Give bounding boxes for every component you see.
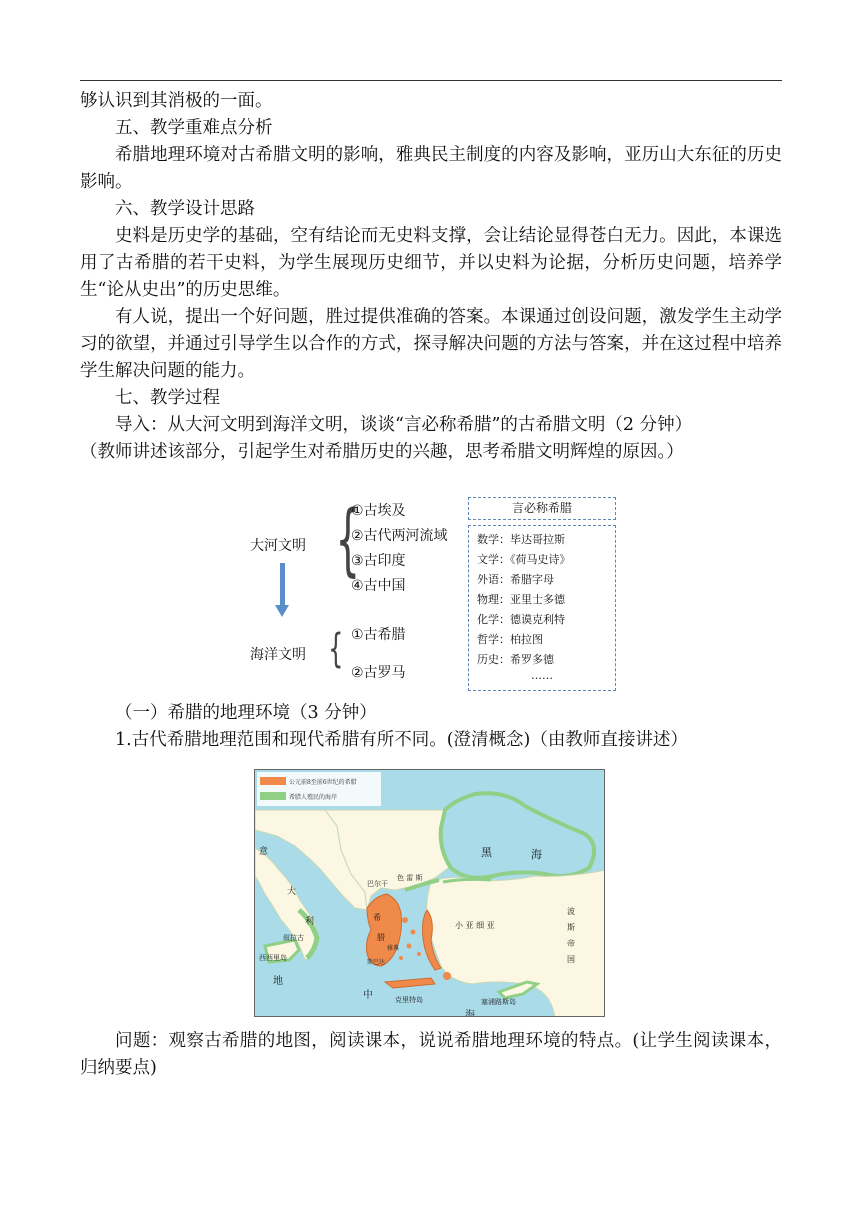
greece-list-item: 外语：希腊字母 bbox=[477, 573, 554, 586]
paragraph: （一）希腊的地理环境（3 分钟） bbox=[115, 703, 377, 723]
paragraph: 有人说，提出一个好问题，胜过提供准确的答案。本课通过创设问题，激发学生主动学习的欲望，并通过引导学生以合作的方式，探寻解决问题的方法与答案，并在这过程中培养学生解决问题的能力。 bbox=[80, 307, 782, 381]
black-sea bbox=[441, 793, 594, 878]
map-label: 巴尔干 bbox=[367, 880, 388, 888]
greece-list-item: 哲学：柏拉图 bbox=[477, 633, 543, 646]
paragraph: 史料是历史学的基础，空有结论而无史料支撑，会让结论显得苍白无力。因此，本课选用了古希腊的若干史料，为学生展现历史细节，并以史料为论据，分析历史问题，培养学生“论从史出”的历史思维。 bbox=[80, 226, 782, 300]
ocean-civ-label: 海洋文明 bbox=[250, 647, 306, 663]
header-rule bbox=[80, 80, 782, 81]
body-text-end bbox=[80, 1028, 782, 1082]
map-label: 希 bbox=[373, 913, 381, 922]
paragraph: 问题：观察古希腊的地图，阅读课本，说说希腊地理环境的特点。(让学生阅读课本，归纳要点) bbox=[80, 1031, 782, 1078]
map-label: 斯 bbox=[567, 923, 575, 932]
map-label: 塞浦路斯岛 bbox=[481, 998, 516, 1006]
aegean-island bbox=[407, 944, 412, 949]
map-label: 叙拉古 bbox=[283, 934, 304, 942]
river-item: ③古印度 bbox=[351, 553, 406, 569]
map-label: 波 bbox=[567, 907, 575, 916]
greece-list-item: 化学：德谟克利特 bbox=[477, 613, 565, 626]
legend-label: 公元前8至前6世纪的希腊 bbox=[289, 779, 357, 786]
paragraph: 六、教学设计思路 bbox=[115, 199, 255, 219]
crete bbox=[385, 978, 435, 988]
map-label: 斯巴达 bbox=[367, 959, 386, 966]
greece-list-item: 数学：毕达哥拉斯 bbox=[477, 533, 565, 546]
map-label: 雅典 bbox=[387, 945, 400, 952]
ocean-brace: { bbox=[328, 626, 344, 672]
map-label: 国 bbox=[567, 955, 575, 964]
paragraph: （教师讲述该部分，引起学生对希腊历史的兴趣，思考希腊文明辉煌的原因。） bbox=[80, 442, 684, 462]
paragraph: 五、教学重难点分析 bbox=[115, 118, 273, 138]
greece-list-item: 文学：《荷马史诗》 bbox=[477, 553, 571, 566]
map-drawing bbox=[255, 770, 605, 1017]
paragraph: 七、教学过程 bbox=[115, 388, 220, 408]
down-arrow-icon bbox=[280, 563, 285, 609]
map-label: 腊 bbox=[377, 933, 385, 942]
river-item: ②古代两河流域 bbox=[351, 528, 448, 544]
aegean-island bbox=[402, 917, 408, 923]
ocean-item: ②古罗马 bbox=[351, 665, 406, 681]
map-label: 海 bbox=[465, 1010, 475, 1018]
body-text-top bbox=[80, 88, 782, 466]
river-item: ①古埃及 bbox=[351, 503, 406, 519]
greece-title-box: 言必称希腊 bbox=[468, 497, 616, 520]
greece-list-item: 物理：亚里士多德 bbox=[477, 593, 565, 606]
ocean-item: ①古希腊 bbox=[351, 627, 406, 643]
map-label: 黑 bbox=[481, 846, 492, 859]
river-brace: { bbox=[335, 495, 361, 585]
paragraph: 导入：从大河文明到海洋文明，谈谈“言必称希腊”的古希腊文明（2 分钟） bbox=[115, 415, 693, 435]
river-item: ④古中国 bbox=[351, 578, 406, 594]
greece-list-item: …… bbox=[531, 669, 553, 682]
map-label: 海 bbox=[531, 848, 542, 861]
greece-list-box bbox=[468, 525, 616, 691]
aegean-island bbox=[399, 956, 403, 960]
map-label: 大 bbox=[287, 887, 297, 897]
cyprus bbox=[499, 982, 537, 998]
ancient-greece-map bbox=[254, 769, 605, 1017]
greece-mainland bbox=[367, 894, 402, 966]
map-label: 色 雷 斯 bbox=[397, 874, 423, 882]
map-label: 中 bbox=[363, 990, 373, 1001]
map-label: 西西里岛 bbox=[259, 954, 287, 962]
aegean-island bbox=[411, 930, 416, 935]
down-arrow-head bbox=[275, 605, 289, 617]
paragraph: 1.古代希腊地理范围和现代希腊有所不同。(澄清概念)（由教师直接讲述） bbox=[115, 730, 688, 750]
paragraph: 够认识到其消极的一面。 bbox=[80, 91, 273, 111]
map-label: 小 亚 细 亚 bbox=[455, 921, 495, 930]
legend-label: 希腊人殖民的海岸 bbox=[289, 794, 338, 801]
rhodes bbox=[443, 972, 451, 980]
body-text-mid bbox=[80, 700, 782, 754]
greece-list-item: 历史：希罗多德 bbox=[477, 653, 554, 666]
map-label: 意 bbox=[259, 847, 269, 857]
river-civ-label: 大河文明 bbox=[250, 538, 306, 554]
map-label: 地 bbox=[273, 976, 283, 987]
legend-swatch-colonies bbox=[260, 792, 286, 800]
map-label: 帝 bbox=[567, 939, 575, 948]
legend-swatch-greece bbox=[260, 777, 286, 785]
aegean-island bbox=[417, 952, 421, 956]
map-legend bbox=[257, 772, 381, 806]
map-label: 利 bbox=[305, 917, 315, 927]
paragraph: 希腊地理环境对古希腊文明的影响，雅典民主制度的内容及影响，亚历山大东征的历史影响。 bbox=[80, 145, 782, 192]
map-label: 克里特岛 bbox=[395, 996, 423, 1004]
civilization-diagram bbox=[230, 491, 630, 691]
